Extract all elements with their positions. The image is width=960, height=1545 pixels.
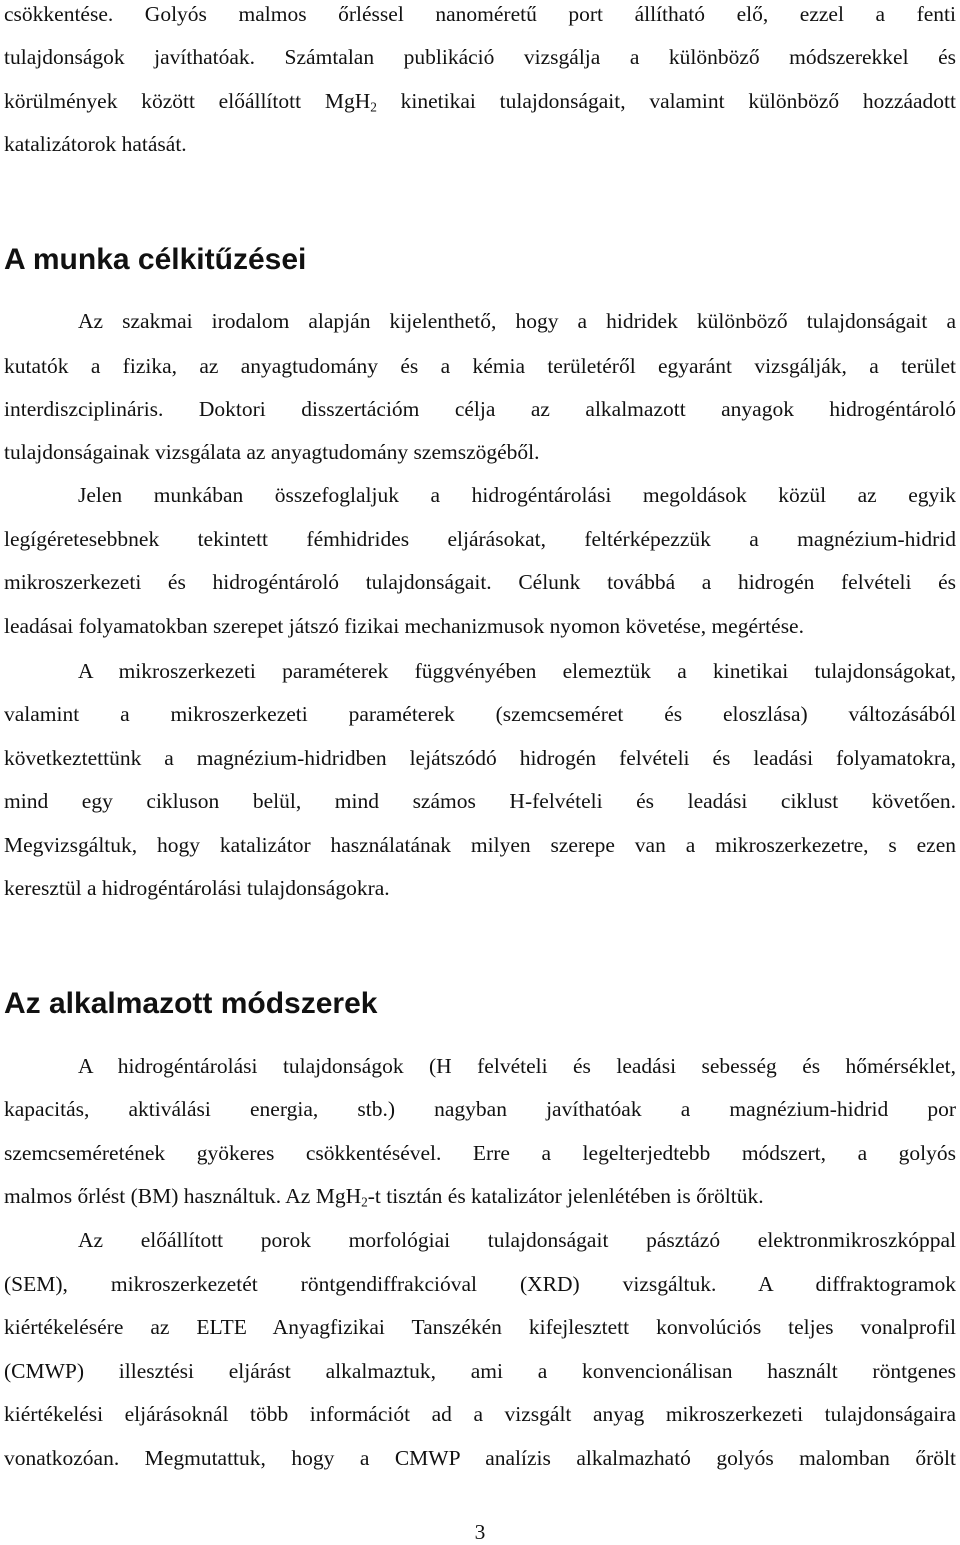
body-text-line: leadásai folyamatokban szerepet játszó fizikai mechanizmusok nyomon követése, megértése. [4, 614, 804, 638]
body-text-line: legígéretesebbnek tekintett fémhidrides eljárásokat, feltérképezzük a magnézium-hidrid [4, 527, 956, 551]
body-text-line: keresztül a hidrogéntárolási tulajdonságokra. [4, 876, 390, 900]
body-text-line: körülmények között előállított MgH$_2$ kinetikai tulajdonságait, valamint különböző hozzáadott [4, 89, 956, 115]
body-text-line: Jelen munkában összefoglaljuk a hidrogéntárolási megoldások közül az egyik [78, 483, 956, 507]
body-text-line: következtettünk a magnézium-hidridben lejátszódó hidrogén felvételi és leadási folyamatokra, [4, 746, 956, 770]
body-text-line: A hidrogéntárolási tulajdonságok (H felvételi és leadási sebesség és hőmérséklet, [78, 1054, 956, 1078]
body-text-line: tulajdonságainak vizsgálata az anyagtudomány szemszögéből. [4, 440, 540, 464]
body-text-line: valamint a mikroszerkezeti paraméterek (szemcseméret és eloszlása) változásából [4, 702, 956, 726]
body-text-line: interdiszciplináris. Doktori disszertációm célja az alkalmazott anyagok hidrogéntároló [4, 397, 956, 421]
body-text-line: A mikroszerkezeti paraméterek függvényében elemeztük a kinetikai tulajdonságokat, [78, 659, 956, 683]
body-text-line: katalizátorok hatását. [4, 132, 187, 156]
body-text-line: mind egy cikluson belül, mind számos H-felvételi és leadási ciklust követően. [4, 789, 956, 813]
body-text-line: kiértékelésére az ELTE Anyagfizikai Tanszékén kifejlesztett konvolúciós teljes vonalprofil [4, 1315, 956, 1339]
body-text-line: szemcseméretének gyökeres csökkentésével. Erre a legelterjedtebb módszert, a golyós [4, 1141, 956, 1165]
section-heading: A munka célkitűzései [4, 243, 307, 276]
body-text-line: vonatkozóan. Megmutattuk, hogy a CMWP analízis alkalmazható golyós malomban őrölt [4, 1446, 956, 1470]
body-text-line: kapacitás, aktiválási energia, stb.) nagyban javíthatóak a magnézium-hidrid por [4, 1097, 956, 1121]
body-text-line: malmos őrlést (BM) használtuk. Az MgH$_2$-t tisztán és katalizátor jelenlétében is őröltük. [4, 1184, 764, 1210]
body-text-line: Megvizsgáltuk, hogy katalizátor használatának milyen szerepe van a mikroszerkezetre, s ezen [4, 833, 956, 857]
body-text-line: Az előállított porok morfológiai tulajdonságait pásztázó elektronmikroszkóppal [78, 1228, 956, 1252]
body-text-line: (CMWP) illesztési eljárást alkalmaztuk, ami a konvencionálisan használt röntgenes [4, 1359, 956, 1383]
body-text-line: Az szakmai irodalom alapján kijelenthető, hogy a hidridek különböző tulajdonságait a [78, 309, 956, 333]
body-text-line: tulajdonságok javíthatóak. Számtalan publikáció vizsgálja a különböző módszerekkel és [4, 45, 956, 69]
page-number: 3 [474, 1520, 486, 1544]
body-text-line: kiértékelési eljárásoknál több információt ad a vizsgált anyag mikroszerkezeti tulajdonságaira [4, 1402, 956, 1426]
body-text-line: kutatók a fizika, az anyagtudomány és a kémia területéről egyaránt vizsgálják, a terület [4, 354, 956, 378]
body-text-line: csökkentése. Golyós malmos őrléssel nanoméretű port állítható elő, ezzel a fenti [4, 2, 956, 26]
body-text-line: (SEM), mikroszerkezetét röntgendiffrakcióval (XRD) vizsgáltuk. A diffraktogramok [4, 1272, 956, 1296]
body-text-line: mikroszerkezeti és hidrogéntároló tulajdonságait. Célunk továbbá a hidrogén felvételi és [4, 570, 956, 594]
section-heading: Az alkalmazott módszerek [4, 987, 378, 1020]
